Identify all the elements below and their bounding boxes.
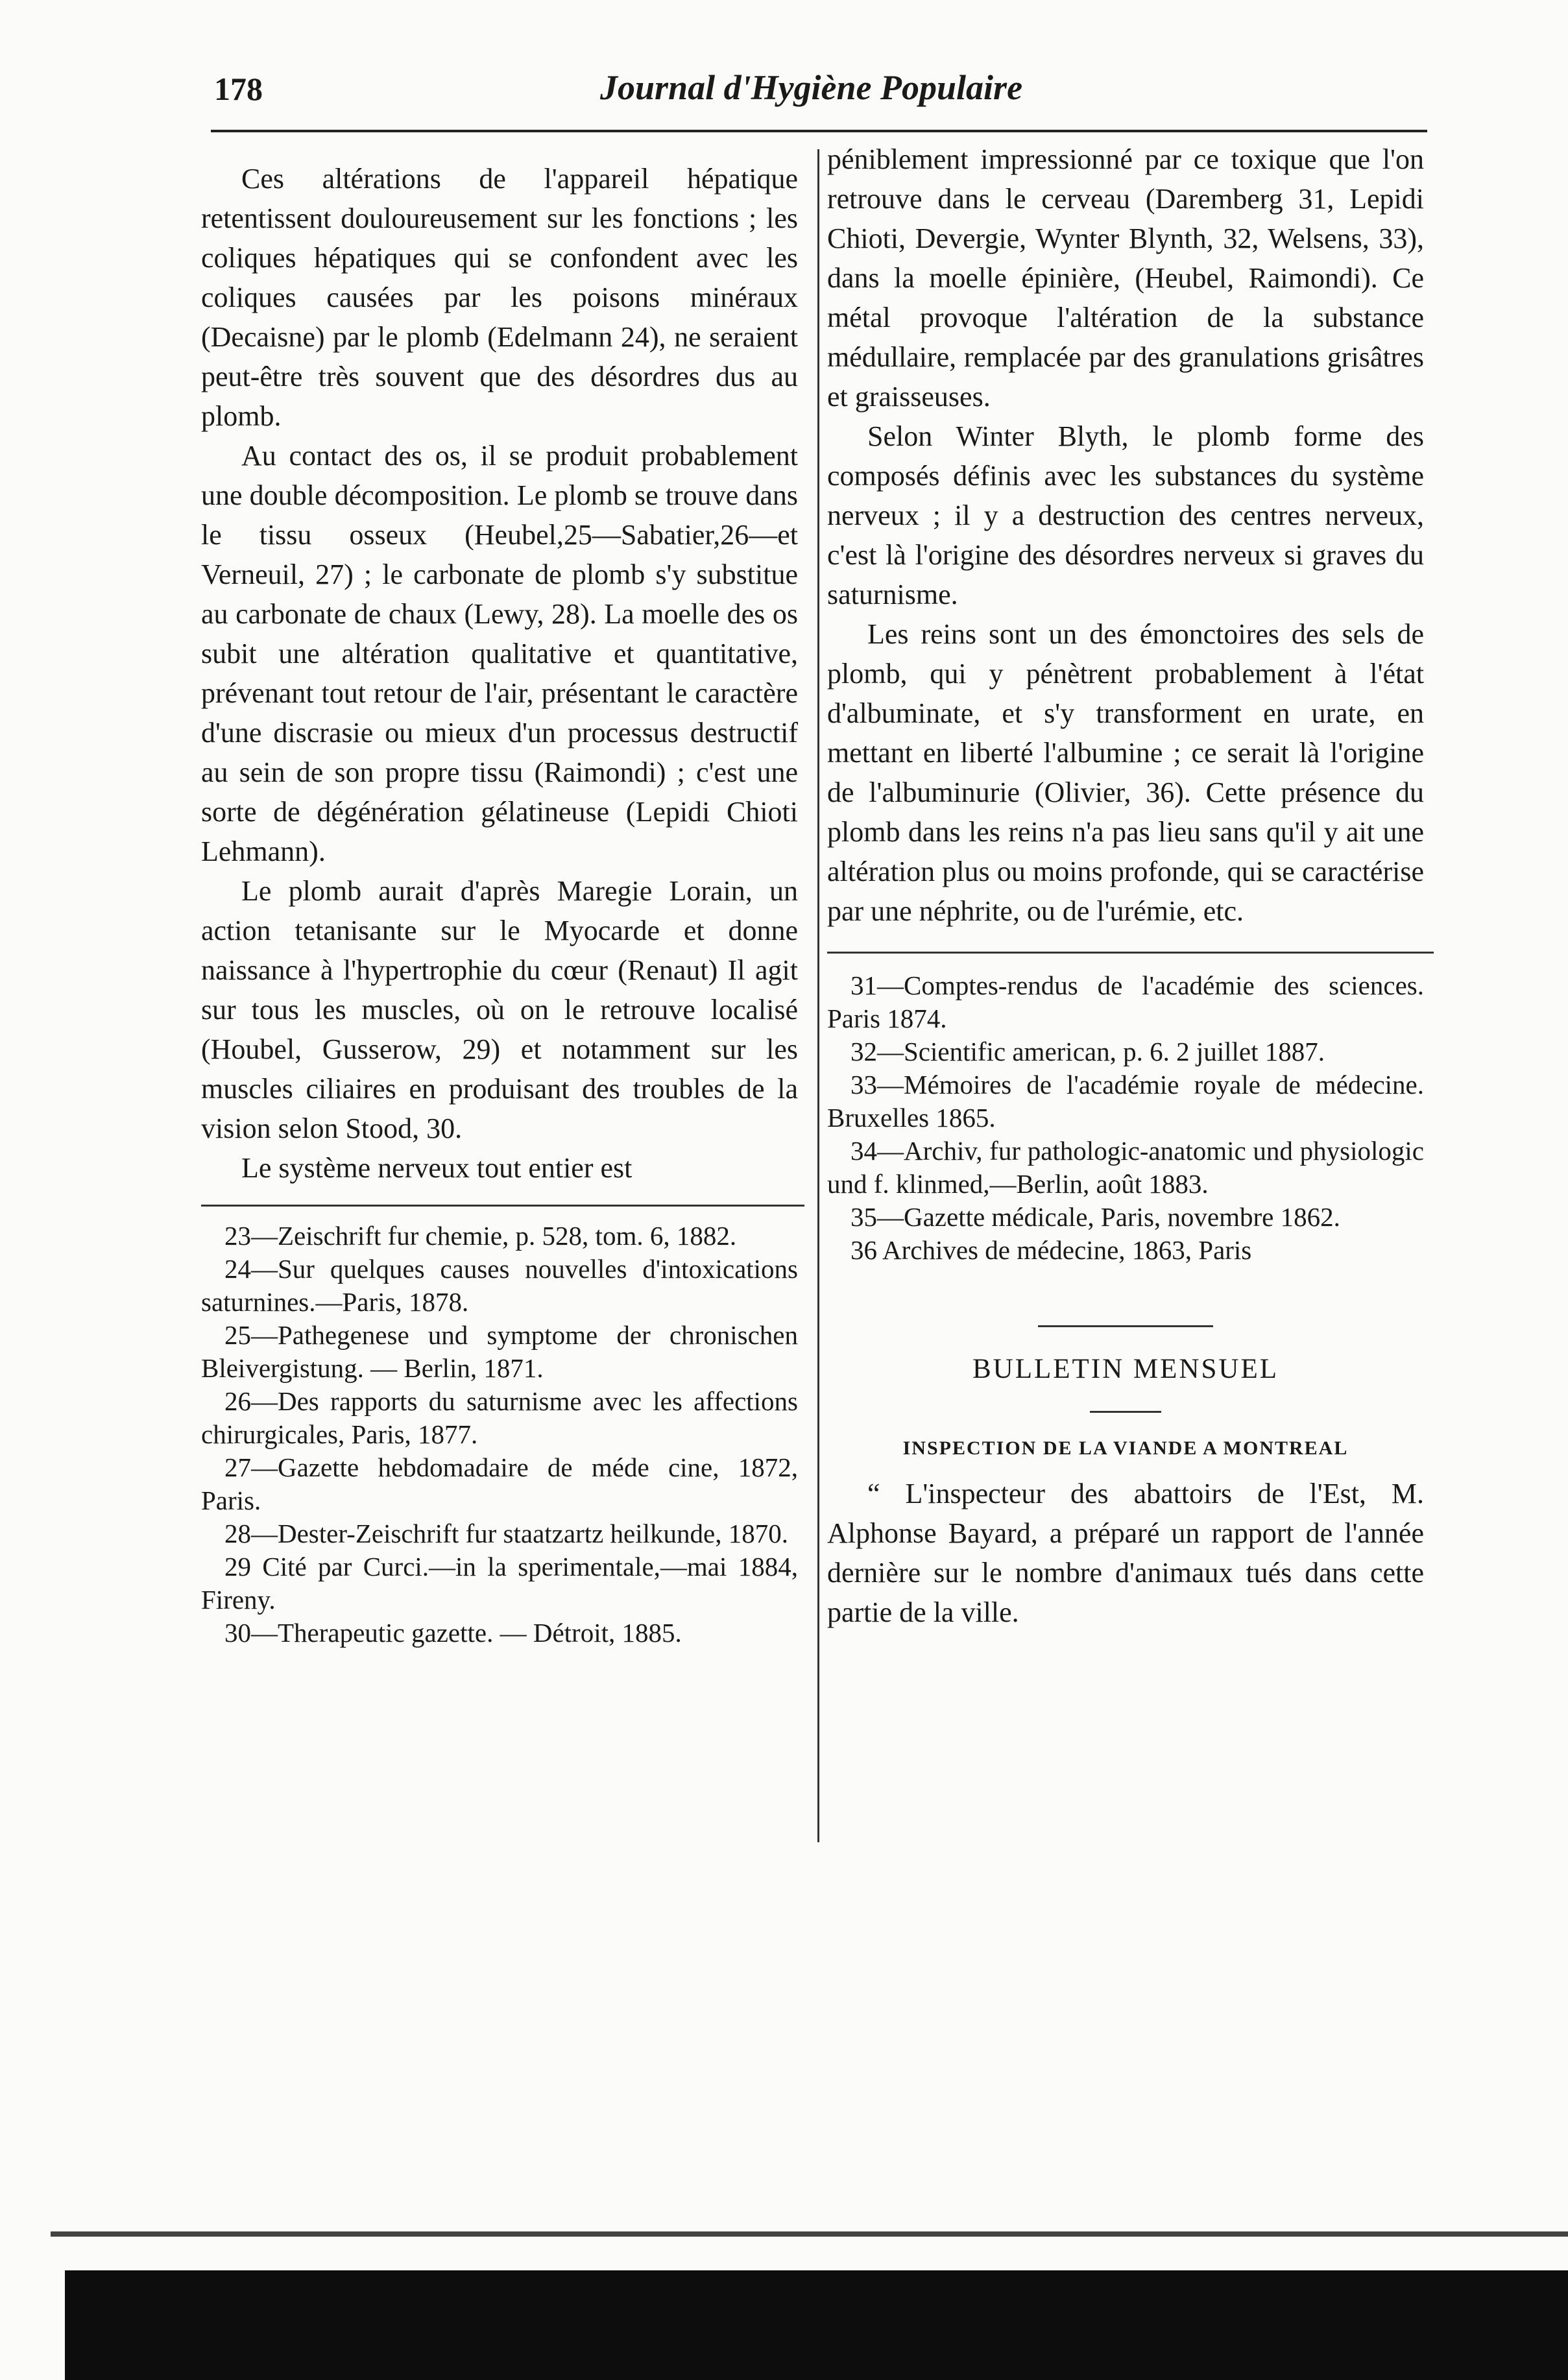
footnote: 26—Des rapports du saturnisme avec les affections chirurgicales, Paris, 1877. bbox=[201, 1386, 798, 1449]
left-footnotes bbox=[201, 1220, 798, 1650]
footnote: 33—Mémoires de l'académie royale de médecine. Bruxelles 1865. bbox=[827, 1070, 1424, 1133]
right-body-text bbox=[827, 139, 1424, 931]
footnote: 34—Archiv, fur pathologic-anatomic und physiologic und f. klinmed,—Berlin, août 1883. bbox=[827, 1136, 1424, 1199]
footnote: 35—Gazette médicale, Paris, novembre 1862. bbox=[850, 1202, 1340, 1232]
footnote: 28—Dester-Zeischrift fur staatzartz heilkunde, 1870. bbox=[224, 1519, 788, 1548]
page-number: 178 bbox=[214, 71, 263, 107]
paragraph: Le plomb aurait d'après Maregie Lorain, un action tetanisante sur le Myocarde et donne naissance à l'hypertrophie du cœur (Renaut) Il agit sur tous les muscles, où on le retrouve localisé (Houbel, Gusserow, 29) et notamment sur les muscles ciliaires en produisant des troubles de la vision selon Stood, 30. bbox=[201, 875, 798, 1144]
footnote: 32—Scientific american, p. 6. 2 juillet 1887. bbox=[850, 1037, 1325, 1066]
bulletin-body bbox=[827, 1474, 1424, 1632]
section-rule bbox=[1090, 1411, 1161, 1413]
paragraph: “ L'inspecteur des abattoirs de l'Est, M. Alphonse Bayard, a préparé un rapport de l'année dernière sur le nombre d'animaux tués dans cette partie de la ville. bbox=[827, 1478, 1424, 1628]
left-body-text bbox=[201, 159, 798, 1188]
footnote: 24—Sur quelques causes nouvelles d'intoxications saturnines.—Paris, 1878. bbox=[201, 1254, 798, 1317]
running-title: Journal d'Hygiène Populaire bbox=[600, 68, 1023, 107]
footnote: 30—Therapeutic gazette. — Détroit, 1885. bbox=[224, 1618, 682, 1648]
paragraph: Ces altérations de l'appareil hépatique retentissent douloureusement sur les fonctions ; les coliques hépatiques qui se confondent avec les coliques causées par les poisons minéraux (Decaisne) par le plomb (Edelmann 24), ne seraient peut-être très souvent que des désordres dus au plomb. bbox=[201, 163, 798, 432]
bulletin-subtitle: INSPECTION DE LA VIANDE A MONTREAL bbox=[902, 1437, 1349, 1459]
paragraph: Au contact des os, il se produit probablement une double décomposition. Le plomb se trouve dans le tissu osseux (Heubel,25—Sabatier,26—et Verneuil, 27) ; le carbonate de plomb s'y substitue au carbonate de chaux (Lewy, 28). La moelle des os subit une altération qualitative et quantitative, prévenant tout retour de l'air, présentant le caractère d'une discrasie ou mieux d'un processus destructif au sein de son propre tissu (Raimondi) ; c'est une sorte de dégénération gélatineuse (Lepidi Chioti Lehmann). bbox=[201, 440, 798, 867]
header-rule bbox=[211, 130, 1427, 132]
footnote: 29 Cité par Curci.—in la sperimentale,—mai 1884, Fireny. bbox=[201, 1552, 798, 1615]
footnote-rule bbox=[827, 952, 1434, 954]
paragraph: péniblement impressionné par ce toxique que l'on retrouve dans le cerveau (Daremberg 31, Lepidi Chioti, Devergie, Wynter Blynth, 32, Welsens, 33), dans la moelle épinière, (Heubel, Raimondi). Ce métal provoque l'altération de la substance médullaire, remplacée par des granulations grisâtres et graisseuses. bbox=[827, 143, 1424, 413]
footnote: 25—Pathegenese und symptome der chronischen Bleivergistung. — Berlin, 1871. bbox=[201, 1320, 798, 1383]
footnote: 36 Archives de médecine, 1863, Paris bbox=[850, 1235, 1252, 1265]
paragraph: Les reins sont un des émonctoires des sels de plomb, qui y pénètrent probablement à l'état d'albuminate, et s'y transforment en urate, en mettant en liberté l'albumine ; ce serait là l'origine de l'albuminurie (Olivier, 36). Cette présence du plomb dans les reins n'a pas lieu sans qu'il y ait une altération plus ou moins profonde, qui se caractérise par une néphrite, ou de l'urémie, etc. bbox=[827, 618, 1424, 927]
paragraph: Selon Winter Blyth, le plomb forme des composés définis avec les substances du système nerveux ; il y a destruction des centres nerveux, c'est là l'origine des désordres nerveux si graves du saturnisme. bbox=[827, 420, 1424, 610]
paragraph: Le système nerveux tout entier est bbox=[241, 1152, 633, 1184]
right-footnotes bbox=[827, 969, 1424, 1267]
scan-bottom-band bbox=[65, 2270, 1568, 2380]
right-column bbox=[827, 139, 1424, 1632]
scan-edge-line bbox=[51, 2231, 1568, 2237]
column-divider bbox=[817, 149, 819, 1842]
footnote-rule bbox=[201, 1205, 804, 1207]
footnote: 23—Zeischrift fur chemie, p. 528, tom. 6, 1882. bbox=[224, 1221, 737, 1251]
footnote: 27—Gazette hebdomadaire de méde cine, 1872, Paris. bbox=[201, 1452, 798, 1515]
bulletin-title: BULLETIN MENSUEL bbox=[972, 1354, 1279, 1384]
left-column bbox=[201, 159, 798, 1650]
section-rule bbox=[1038, 1325, 1213, 1327]
footnote: 31—Comptes-rendus de l'académie des sciences. Paris 1874. bbox=[827, 970, 1424, 1033]
